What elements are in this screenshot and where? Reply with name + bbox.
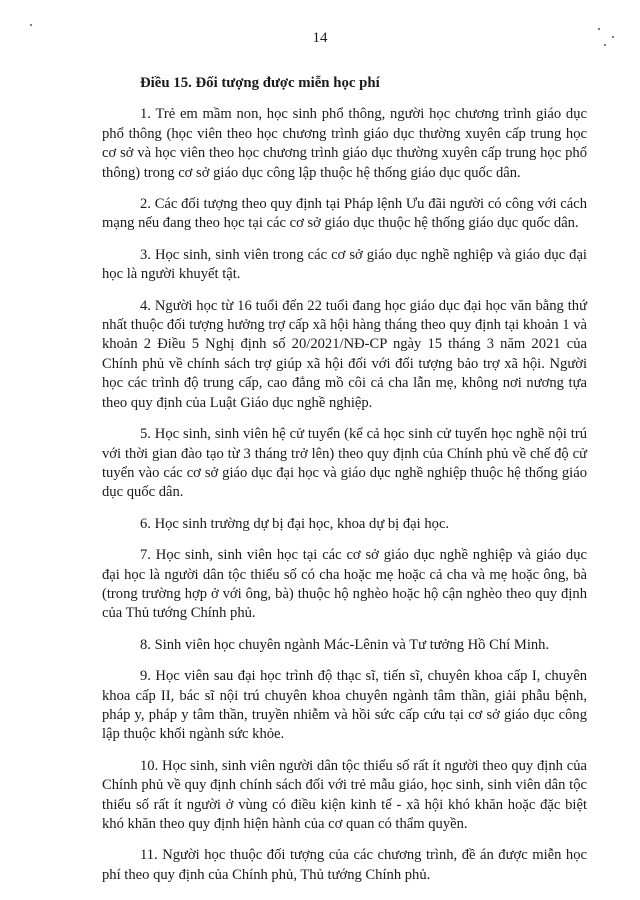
paragraph-2: 2. Các đối tượng theo quy định tại Pháp lệnh Ưu đãi người có công với cách mạng nếu đang theo học tại các cơ sở giáo dục thuộc hệ thống giáo dục quốc dân.: [102, 196, 587, 232]
paragraph-3: 3. Học sinh, sinh viên trong các cơ sở giáo dục nghề nghiệp và giáo dục đại học là người khuyết tật.: [102, 246, 587, 283]
scan-speck: [598, 28, 600, 30]
paragraph-6: 6. Học sinh trường dự bị đại học, khoa dự bị đại học.: [140, 515, 450, 532]
scan-speck: [604, 44, 606, 46]
paragraph-7: 7. Học sinh, sinh viên học tại các cơ sở giáo dục nghề nghiệp và giáo dục đại học là người dân tộc thiểu số có cha hoặc mẹ hoặc cả cha và mẹ hoặc ông, bà (trong trường hợp ở với ông, bà) thuộc hộ nghèo hoặc hộ cận nghèo theo quy định của Thủ tướng Chính phủ.: [102, 547, 587, 622]
article-title: Điều 15. Đối tượng được miễn học phí: [140, 75, 380, 91]
scan-speck: [612, 36, 614, 38]
article-body: [102, 74, 587, 897]
page-number: 14: [312, 30, 328, 46]
paragraph-11: 11. Người học thuộc đối tượng của các chương trình, đề án được miễn học phí theo quy định của Chính phủ, Thủ tướng Chính phủ.: [102, 847, 587, 883]
paragraph-10: 10. Học sinh, sinh viên người dân tộc thiểu số rất ít người theo quy định của Chính phủ về quy định chính sách đối với trẻ mẫu giáo, học sinh, sinh viên dân tộc thiểu số rất ít người ở vùng có điều kiện kinh tế - xã hội khó khăn hoặc đặc biệt khó khăn theo quy định hiện hành của cơ quan có thẩm quyền.: [102, 757, 587, 832]
paragraph-4: 4. Người học từ 16 tuổi đến 22 tuổi đang học giáo dục đại học văn bằng thứ nhất thuộc đối tượng hưởng trợ cấp xã hội hàng tháng theo quy định tại khoản 1 và khoản 2 Điều 5 Nghị định số 20/2021/NĐ-CP ngày 15 tháng 3 năm 2021 của Chính phủ về chính sách trợ giúp xã hội đối với đối tượng bảo trợ xã hội. Người học các trình độ trung cấp, cao đẳng mồ côi cả cha lẫn mẹ, không nơi nương tựa theo quy định của Luật Giáo dục nghề nghiệp.: [102, 297, 587, 411]
paragraph-9: 9. Học viên sau đại học trình độ thạc sĩ, tiến sĩ, chuyên khoa cấp I, chuyên khoa cấp II, bác sĩ nội trú chuyên khoa chuyên ngành tâm thần, giải phẫu bệnh, pháp y, pháp y tâm thần, truyền nhiễm và hồi sức cấp cứu tại cơ sở giáo dục công lập thuộc khối ngành sức khỏe.: [102, 668, 587, 743]
scan-speck: [30, 24, 32, 26]
paragraph-8: 8. Sinh viên học chuyên ngành Mác-Lênin và Tư tưởng Hồ Chí Minh.: [140, 636, 550, 653]
paragraph-1: 1. Trẻ em mầm non, học sinh phổ thông, người học chương trình giáo dục phổ thông (học viên theo học chương trình giáo dục thường xuyên cấp trung học cơ sở và học viên theo học chương trình giáo dục thường xuyên cấp trung học phổ thông) trong cơ sở giáo dục công lập thuộc hệ thống giáo dục quốc dân.: [102, 106, 587, 181]
paragraph-5: 5. Học sinh, sinh viên hệ cử tuyển (kể cả học sinh cử tuyển học nghề nội trú với thời gian đào tạo từ 3 tháng trở lên) theo quy định của Chính phủ về chế độ cử tuyển vào các cơ sở giáo dục đại học và giáo dục nghề nghiệp thuộc hệ thống giáo dục quốc dân.: [102, 426, 587, 501]
